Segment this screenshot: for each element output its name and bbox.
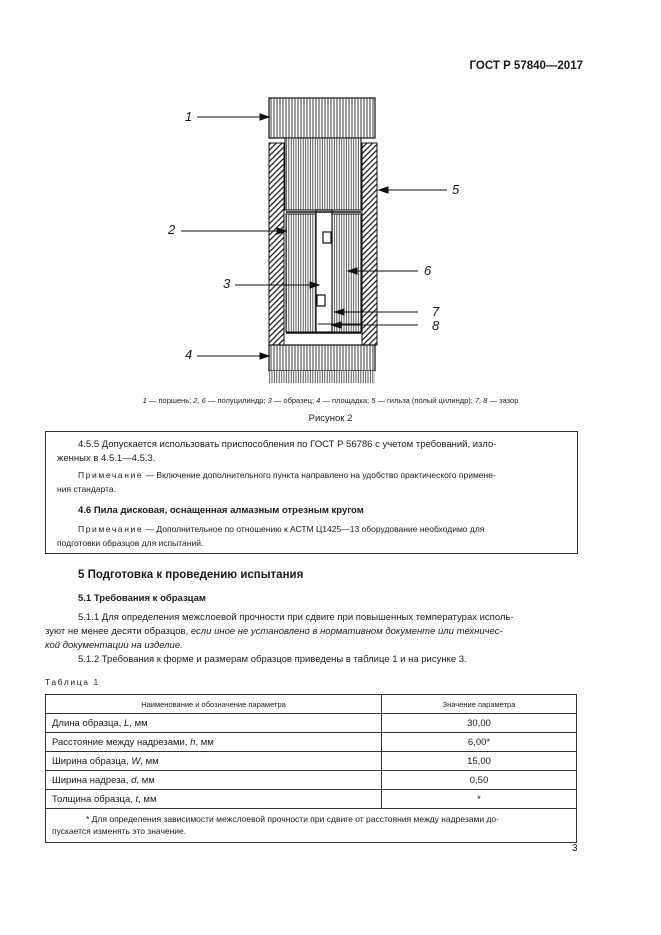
table-row [46,752,577,771]
table-row [46,733,577,752]
callout-3: 3 [223,276,231,291]
table-cell-value: 30,00 [382,714,577,733]
table-header-cell: Наименование и обозначение параметра [46,695,382,714]
callout-4: 4 [185,347,193,362]
figure-2-drawing [160,90,480,390]
table-cell-value: * [382,790,577,809]
table-cell-param: Толщина образца, t, мм [46,790,382,809]
paragraph-4-5-5-line1: 4.5.5 Допускается использовать приспособления по ГОСТ Р 56786 с учетом требований, изло- [78,439,497,450]
paragraph-5-1-1-line3: кой документации на изделие. [45,640,183,651]
table-cell-param: Длина образца, L, мм [46,714,382,733]
note-2-line2: подготовки образцов для испытаний. [57,538,204,548]
figure-legend: 1 — поршень; 2, 6 — полуцилиндр; 3 — образец; 4 — площадка; 5 — гильза (полый цилиндр); 7, 8 — зазор [142,396,519,405]
table-row [46,790,577,809]
callout-7: 7 [432,304,440,319]
sleeve-right-wall [362,143,377,345]
table-row [46,714,577,733]
half-cylinder-left [286,214,318,332]
table-cell-param: Ширина надреза, d, мм [46,771,382,790]
paragraph-4-5-5-line2: женных в 4.5.1—4.5.3. [57,453,156,464]
note-2-line1: Примечание — Дополнительное по отношению к АСТМ Ц1425—13 оборудование необходимо для [78,524,485,534]
page-number: 3 [572,843,578,854]
note-1-line2: ния стандарта. [57,484,116,494]
paragraph-5-1-1-line2: зуют не менее десяти образцов, если иное не установлено в нормативном документе или техничес- [45,626,503,637]
table-footnote: * Для определения зависимости межслоевой прочности при сдвиге от расстояния между надрезами до- пускается изменять это значение. [46,809,577,843]
table-header-row [46,695,577,714]
subsection-5-1-title: 5.1 Требования к образцам [78,593,206,604]
table-footnote-row [46,809,577,843]
callout-8: 8 [432,318,440,333]
callout-1: 1 [185,109,193,124]
callout-5: 5 [452,182,460,197]
table-cell-value: 0,50 [382,771,577,790]
figure-title: Рисунок 2 [308,413,353,424]
standard-designation: ГОСТ Р 57840—2017 [469,60,583,72]
parameters-table [45,694,577,843]
paragraph-5-1-2: 5.1.2 Требования к форме и размерам образцов приведены в таблице 1 и на рисунке 3. [78,654,467,665]
callout-6: 6 [424,263,432,278]
heading-4-6: 4.6 Пила дисковая, оснащенная алмазным отрезным кругом [78,505,364,516]
table-cell-value: 6,00* [382,733,577,752]
paragraph-5-1-1-line1: 5.1.1 Для определения межслоевой прочности при сдвиге при повышенных температурах исполь- [78,612,514,623]
table-header-cell: Значение параметра [382,695,577,714]
section-5-title: 5 Подготовка к проведению испытания [78,569,304,581]
table-cell-param: Ширина образца, W, мм [46,752,382,771]
sleeve-left-wall [269,143,284,345]
note-1-line1: Примечание — Включение дополнительного пункта направлено на удобство практического примене- [78,470,496,480]
table-cell-param: Расстояние между надрезами, h, мм [46,733,382,752]
callout-2: 2 [168,222,176,237]
table-label: Таблица 1 [45,677,100,687]
piston [269,98,375,138]
specimen [316,210,332,332]
table-row [46,771,577,790]
table-cell-value: 15,00 [382,752,577,771]
platform [269,345,375,371]
